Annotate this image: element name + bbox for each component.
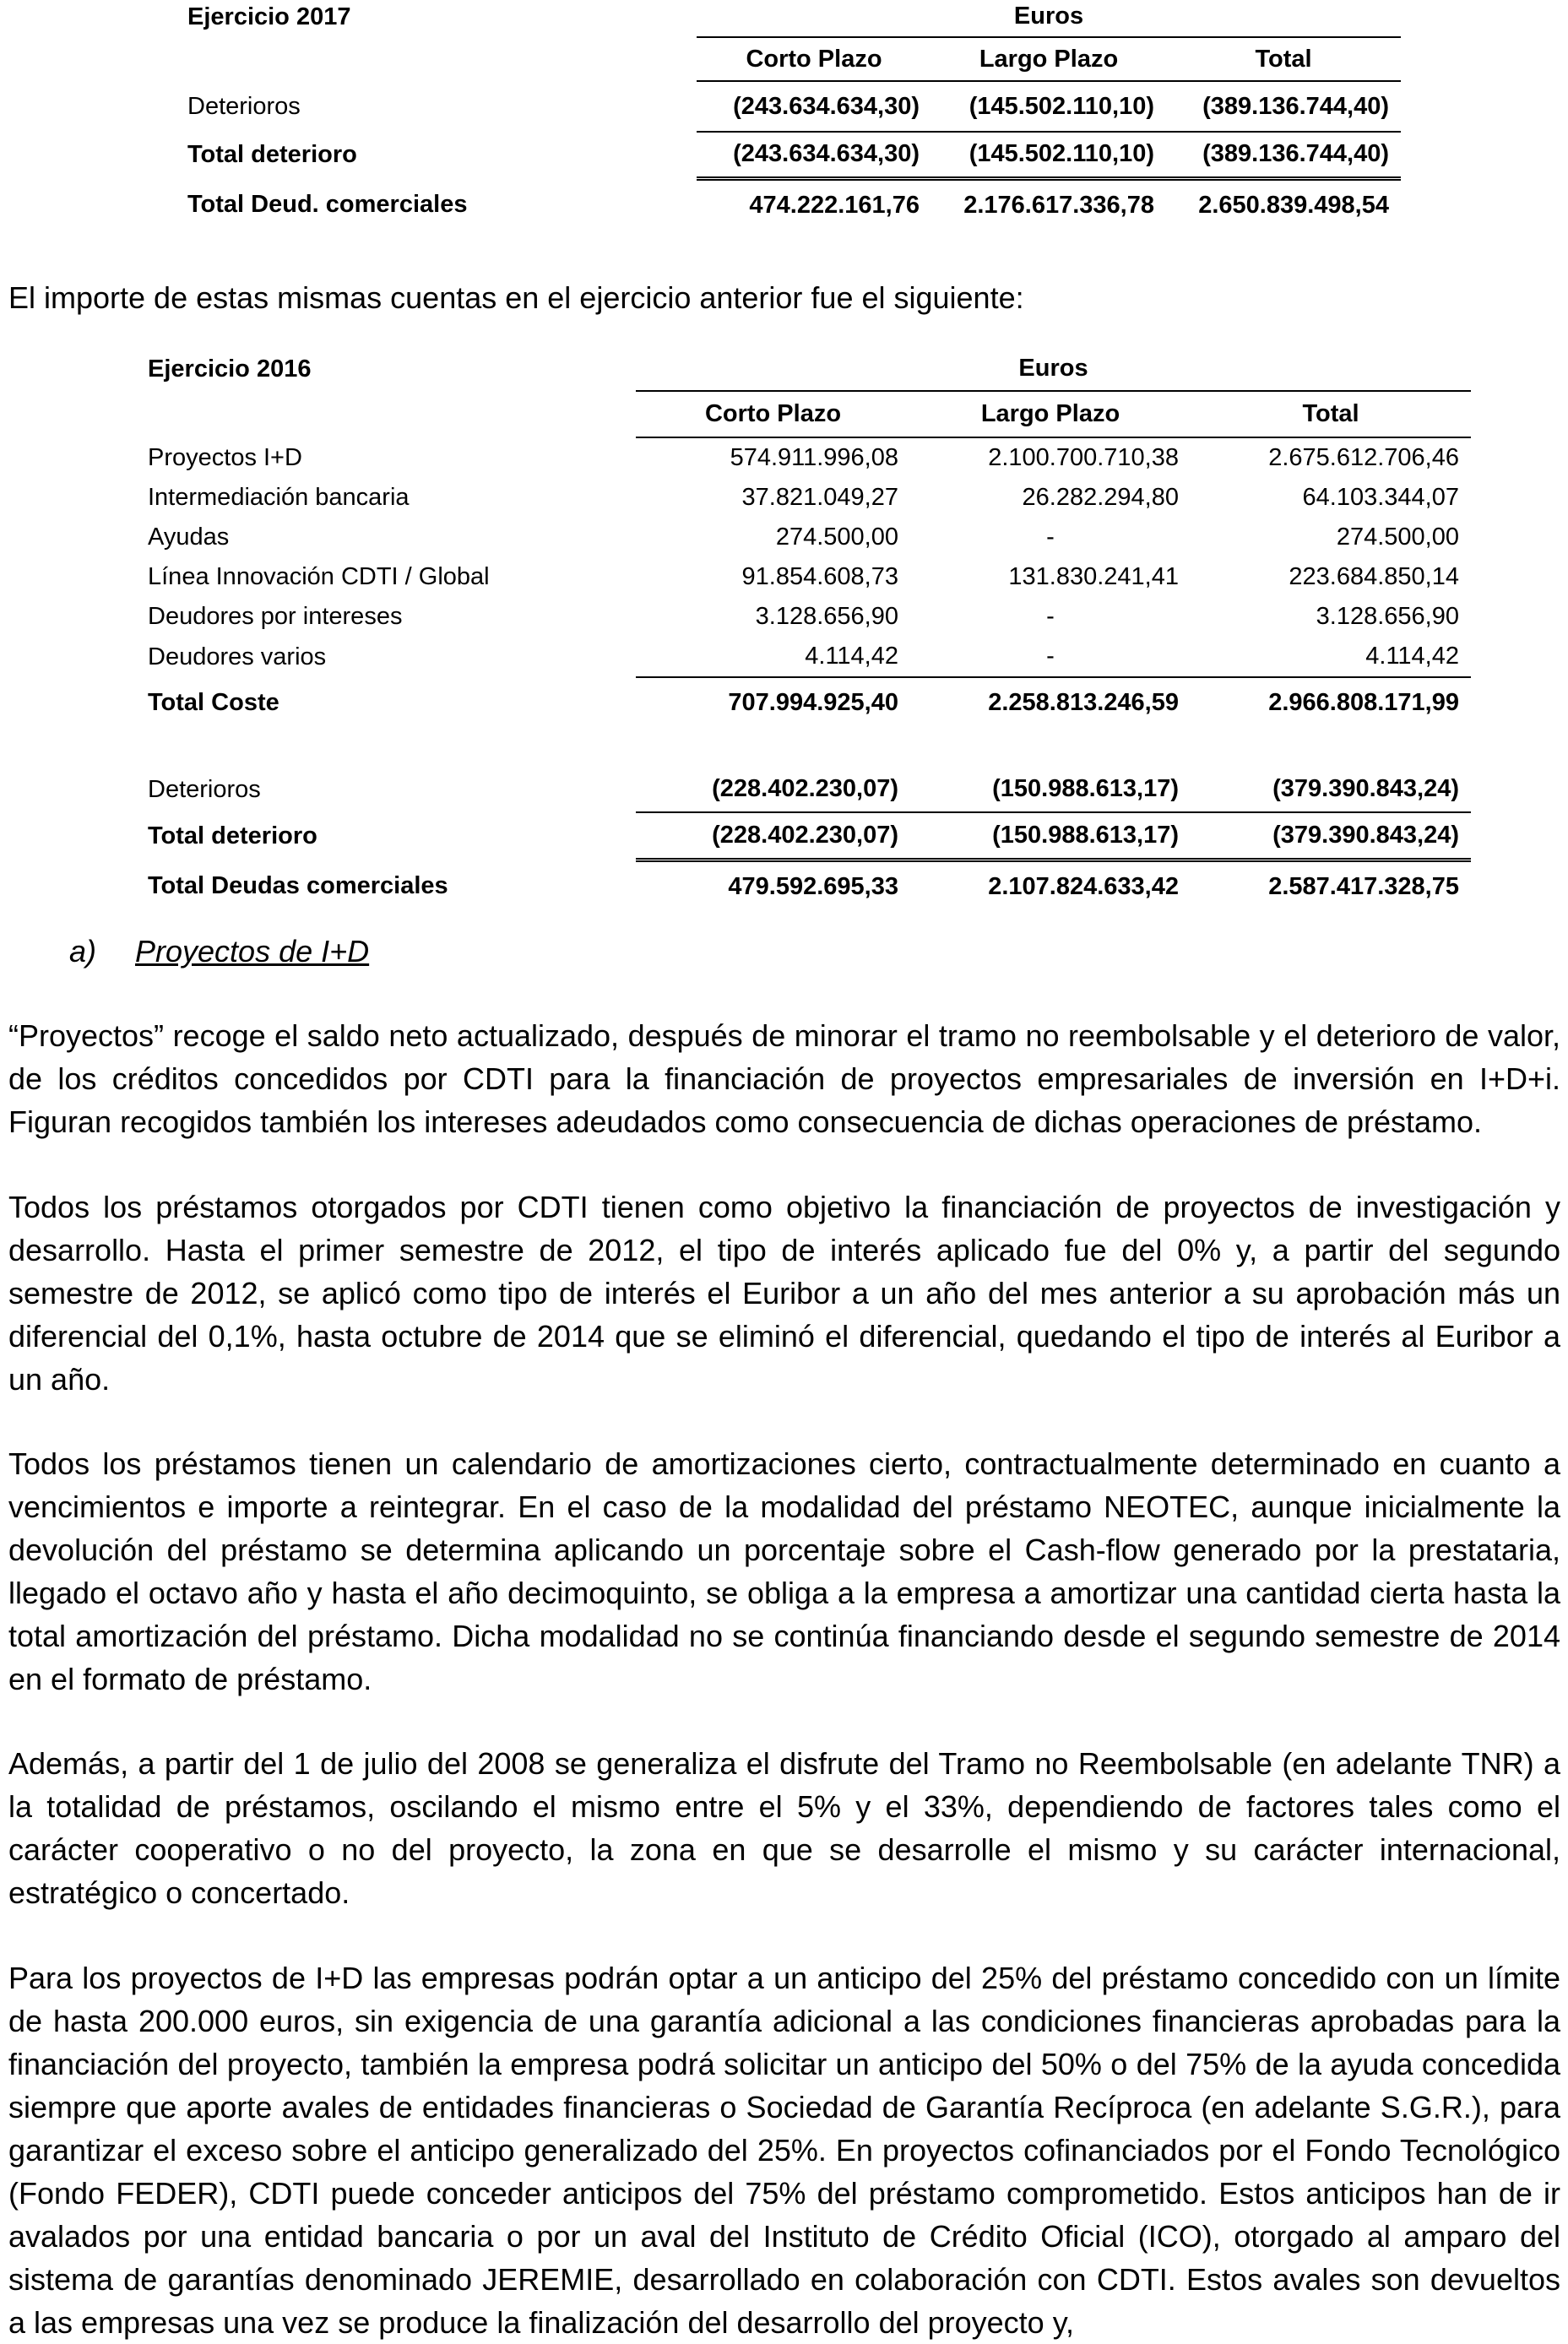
table-row: Total Coste 707.994.925,40 2.258.813.246,59 2.966.808.171,99	[148, 688, 1459, 716]
table-title: Ejercicio 2017	[187, 3, 351, 30]
paragraph: Además, a partir del 1 de julio del 2008 se generaliza el disfrute del Tramo no Reembolsable (en adelante TNR) a la totalidad de préstamos, oscilando el mismo entre el 5% y el 33%, dependiendo de factores tales como el carácter cooperativo o no del proyecto, la zona en que se desarrolle el mismo y su carácter internacional, estratégico o concertado.	[8, 1746, 1560, 1910]
table-row: Deudores varios 4.114,42 - 4.114,42	[148, 637, 1471, 677]
column-header: Total	[1191, 391, 1471, 437]
table-row: Proyectos I+D 574.911.996,08 2.100.700.710,38 2.675.612.706,46	[148, 443, 1459, 471]
section-title: Proyectos de I+D	[135, 934, 370, 969]
column-header: Corto Plazo	[636, 391, 910, 437]
table-2017	[187, 0, 1401, 231]
table-2016	[148, 347, 1471, 912]
table-row: Deterioros (228.402.230,07) (150.988.613,17) (379.390.843,24)	[148, 728, 1471, 812]
table-row: Total deterioro (243.634.634,30) (145.502.110,10) (389.136.744,40)	[187, 132, 1401, 178]
table-title: Ejercicio 2016	[148, 355, 312, 383]
column-header: Corto Plazo	[697, 37, 931, 81]
section-heading	[69, 930, 369, 973]
paragraph: Para los proyectos de I+D las empresas podrán optar a un anticipo del 25% del préstamo concedido con un límite de hasta 200.000 euros, sin exigencia de una garantía adicional a las condiciones financieras aprobadas para la financiación del proyecto, también la empresa podrá solicitar un anticipo del 50% o del 75% de la ayuda concedida siempre que aporte avales de entidades financieras o Sociedad de Garantía Recíproca (en adelante S.G.R.), para garantizar el exceso sobre el anticipo generalizado del 25%. En proyectos cofinanciados por el Fondo Tecnológico (Fondo FEDER), CDTI puede conceder anticipos del 75% del préstamo comprometido. Estos anticipos han de ir avalados por una entidad bancaria o por un aval del Instituto de Crédito Oficial (ICO), otorgado al amparo del sistema de garantías denominado JEREMIE, desarrollado en colaboración con CDTI. Estos avales son devueltos a las empresas una vez se produce la finalización del desarrollo del proyecto y,	[8, 1961, 1560, 2340]
section-label: a)	[69, 934, 97, 969]
table-row: Deterioros (243.634.634,30) (145.502.110,10) (389.136.744,40)	[187, 81, 1401, 132]
paragraph: Todos los préstamos tienen un calendario de amortizaciones cierto, contractualmente determinado en cuanto a vencimientos e importe a reintegrar. En el caso de la modalidad del préstamo NEOTEC, aunque inicialmente la devolución del préstamo se determina aplicando un porcentaje sobre el Cash-flow generado por la prestataria, llegado el octavo año y hasta el año decimoquinto, se obliga a la empresa a amortizar una cantidad cierta hasta la total amortización del préstamo. Dicha modalidad no se continúa financiando desde el segundo semestre de 2014 en el formato de préstamo.	[8, 1446, 1560, 1696]
table-row: Total Deudas comerciales 479.592.695,33 2.107.824.633,42 2.587.417.328,75	[148, 871, 1459, 900]
table-row: Deudores por intereses 3.128.656,90 - 3.128.656,90	[148, 603, 1459, 630]
column-header: Total	[1166, 37, 1401, 81]
table-row: Total deterioro (228.402.230,07) (150.988.613,17) (379.390.843,24)	[148, 812, 1471, 860]
table-row: Total Deud. comerciales 474.222.161,76 2.176.617.336,78 2.650.839.498,54	[187, 190, 1389, 219]
paragraph: Todos los préstamos otorgados por CDTI tienen como objetivo la financiación de proyectos de investigación y desarrollo. Hasta el primer semestre de 2012, el tipo de interés aplicado fue del 0% y, a partir del segundo semestre de 2012, se aplicó como tipo de interés el Euribor a un año del mes anterior a su aprobación más un diferencial del 0,1%, hasta octubre de 2014 que se eliminó el diferencial, quedando el tipo de interés al Euribor a un año.	[8, 1190, 1560, 1397]
currency-header: Euros	[636, 347, 1471, 391]
column-header: Largo Plazo	[910, 391, 1191, 437]
currency-header: Euros	[697, 0, 1401, 37]
intro-text: El importe de estas mismas cuentas en el ejercicio anterior fue el siguiente:	[8, 280, 1024, 315]
table-row: Intermediación bancaria 37.821.049,27 26.282.294,80 64.103.344,07	[148, 484, 1459, 511]
table-row: Ayudas 274.500,00 - 274.500,00	[148, 524, 1459, 551]
table-row: Línea Innovación CDTI / Global 91.854.608,73 131.830.241,41 223.684.850,14	[148, 563, 1459, 590]
paragraph: “Proyectos” recoge el saldo neto actualizado, después de minorar el tramo no reembolsable y el deterioro de valor, de los créditos concedidos por CDTI para la financiación de proyectos empresariales de inversión en I+D+i. Figuran recogidos también los intereses adeudados como consecuencia de dichas operaciones de préstamo.	[8, 1018, 1560, 1139]
column-header: Largo Plazo	[931, 37, 1166, 81]
